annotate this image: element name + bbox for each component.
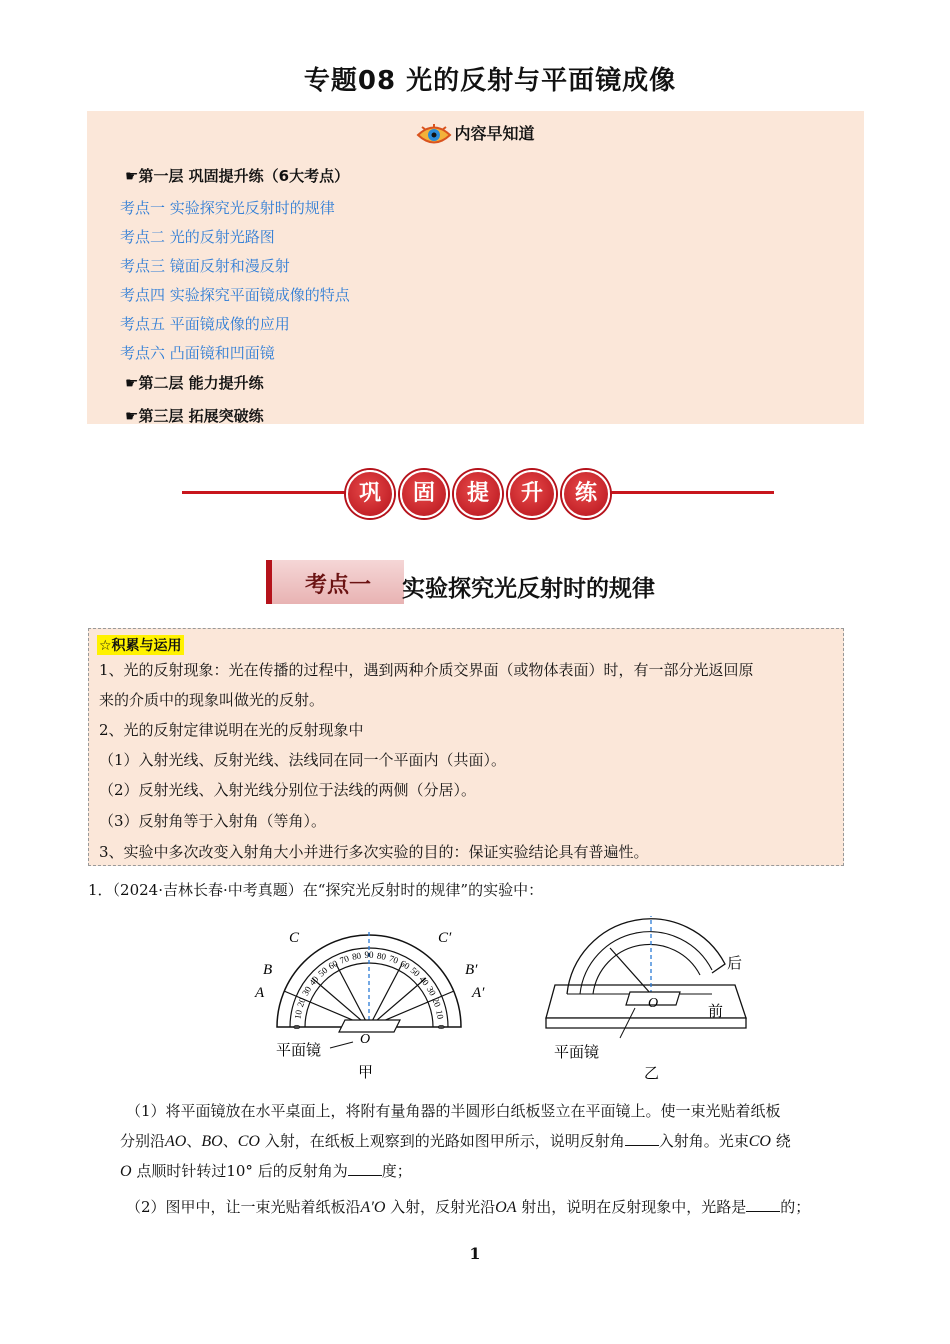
page-title: 专题08 光的反射与平面镜成像 xyxy=(303,66,677,96)
note-line-4: （1）入射光线、反射光线、法线同在同一个平面内（共面）。 xyxy=(99,751,507,769)
section-title: 实验探究光反射时的规律 xyxy=(402,576,655,602)
toc-heading xyxy=(87,121,864,146)
figure-jia xyxy=(250,920,500,1090)
angle-value: 10° xyxy=(226,1162,253,1180)
protractor-tick-label: 90 xyxy=(364,950,374,961)
note-line-3: 2、光的反射定律说明在光的反射现象中 xyxy=(99,721,364,739)
protractor-tick-label: 60 xyxy=(398,958,412,972)
label-oa: OA xyxy=(495,1199,517,1216)
answer-blank-2[interactable] xyxy=(348,1161,382,1176)
text-segment: 绕 xyxy=(770,1132,791,1150)
toc-point-3[interactable]: 考点三 镜面反射和漫反射 xyxy=(120,257,290,275)
protractor-tick-label: 30 xyxy=(300,984,314,998)
toc-layer-2[interactable]: ☛第二层 能力提升练 xyxy=(125,374,264,392)
note-line-5: （2）反射光线、入射光线分别位于法线的两侧（分居）。 xyxy=(99,781,477,799)
section-label: 考点一 xyxy=(304,573,371,598)
banner-badge-5: 练 xyxy=(562,470,610,518)
banner-line-right xyxy=(606,491,774,494)
label-front: 前 xyxy=(708,1004,724,1020)
note-line-7: 3、实验中多次改变入射角大小并进行多次实验的目的：保证实验结论具有普遍性。 xyxy=(99,843,649,861)
text-segment: 分别沿 xyxy=(120,1132,166,1150)
protractor-tick-label: 0 xyxy=(292,1024,303,1030)
protractor-tick-label: 10 xyxy=(434,1009,446,1020)
label-b: B xyxy=(263,962,273,978)
label-ao: AO xyxy=(165,1133,187,1150)
banner-line-left xyxy=(182,491,348,494)
label-a-prime: A′ xyxy=(472,985,485,1001)
toc-layer-3[interactable]: ☛第三层 拓展突破练 xyxy=(125,407,264,425)
mirror-label-yi: 平面镜 xyxy=(554,1045,600,1061)
question-stem: 1．（2024·吉林长春·中考真题）在“探究光反射时的规律”的实验中： xyxy=(88,881,544,899)
note-line-1: 1、光的反射现象：光在传播的过程中，遇到两种介质交界面（或物体表面）时，有一部分光返回原 xyxy=(99,661,754,679)
question-part2 xyxy=(126,1196,810,1217)
protractor-tick-label: 70 xyxy=(338,953,351,966)
protractor-tick-label: 70 xyxy=(387,953,400,966)
toc-layer-1[interactable]: ☛第一层 巩固提升练（6大考点） xyxy=(125,167,350,185)
text-segment: 、 xyxy=(222,1132,238,1150)
label-c: C xyxy=(289,930,300,946)
toc-heading-text: 内容早知道 xyxy=(454,124,535,143)
protractor-tick-label: 50 xyxy=(408,965,422,979)
banner-badge-4: 升 xyxy=(508,470,556,518)
text-segment: 入射，反射光沿 xyxy=(385,1198,496,1216)
toc-point-6[interactable]: 考点六 凸面镜和凹面镜 xyxy=(120,344,275,362)
text-segment: 入射角。光束 xyxy=(658,1132,749,1150)
text-segment: 射出，说明在反射现象中，光路是 xyxy=(516,1198,747,1216)
note-line-6: （3）反射角等于入射角（等角）。 xyxy=(99,812,327,830)
text-segment: 点顺时针转过 xyxy=(131,1162,227,1180)
protractor-tick-label: 20 xyxy=(430,996,443,1009)
section-label-box xyxy=(266,560,404,604)
text-segment: （2）图甲中，让一束光贴着纸板沿 xyxy=(126,1198,361,1216)
toc-point-5[interactable]: 考点五 平面镜成像的应用 xyxy=(120,315,290,333)
protractor-tick-label: 80 xyxy=(351,950,362,962)
label-back: 后 xyxy=(727,956,743,972)
caption-jia: 甲 xyxy=(358,1065,374,1081)
protractor-tick-label: 10 xyxy=(292,1009,304,1020)
note-line-2: 来的介质中的现象叫做光的反射。 xyxy=(99,691,325,709)
text-segment: 的； xyxy=(780,1198,811,1216)
protractor-tick-label: 20 xyxy=(295,996,308,1009)
answer-blank-3[interactable] xyxy=(746,1197,780,1212)
note-box xyxy=(88,628,844,866)
banner-badge-2: 固 xyxy=(400,470,448,518)
note-tag: ☆积累与运用 xyxy=(97,635,184,655)
caption-yi: 乙 xyxy=(644,1066,660,1082)
protractor-tick-label: 60 xyxy=(326,958,340,972)
question-part1-line1: （1）将平面镜放在水平桌面上，将附有量角器的半圆形白纸板竖立在平面镜上。使一束光贴着纸板 xyxy=(126,1102,781,1120)
text-segment: 入射，在纸板上观察到的光路如图甲所示，说明反射角 xyxy=(259,1132,625,1150)
label-co: CO xyxy=(237,1133,260,1150)
banner-badge-1: 巩 xyxy=(346,470,394,518)
label-o: O xyxy=(360,1032,371,1047)
label-o-yi: O xyxy=(648,996,659,1011)
label-b-prime: B′ xyxy=(465,962,478,978)
label-a: A xyxy=(255,985,265,1001)
banner-badge-3: 提 xyxy=(454,470,502,518)
protractor-tick-label: 0 xyxy=(435,1024,446,1030)
protractor-tick-label: 80 xyxy=(376,950,387,962)
answer-blank-1[interactable] xyxy=(625,1131,659,1146)
toc-panel xyxy=(87,111,864,424)
toc-point-1[interactable]: 考点一 实验探究光反射时的规律 xyxy=(120,199,335,217)
text-segment: 后的反射角为 xyxy=(252,1162,348,1180)
label-bo: BO xyxy=(201,1133,223,1150)
toc-point-2[interactable]: 考点二 光的反射光路图 xyxy=(120,228,275,246)
label-c-prime: C′ xyxy=(438,930,452,946)
label-a-prime-o: A′O xyxy=(360,1199,386,1216)
protractor-tick-label: 30 xyxy=(424,984,438,998)
toc-point-4[interactable]: 考点四 实验探究平面镜成像的特点 xyxy=(120,286,350,304)
text-segment: 度； xyxy=(381,1162,412,1180)
protractor-tick-label: 40 xyxy=(307,974,321,988)
text-segment: 、 xyxy=(186,1132,202,1150)
eye-icon xyxy=(416,124,452,146)
protractor-tick-label: 50 xyxy=(316,965,330,979)
question-part1-line3 xyxy=(120,1160,412,1181)
protractor-tick-label: 40 xyxy=(417,974,431,988)
question-part1-line2 xyxy=(120,1130,791,1151)
label-co: CO xyxy=(748,1133,771,1150)
figure-yi xyxy=(540,908,760,1088)
page-number: 1 xyxy=(469,1244,481,1263)
mirror-label: 平面镜 xyxy=(276,1043,322,1059)
label-o-text: O xyxy=(120,1163,132,1180)
